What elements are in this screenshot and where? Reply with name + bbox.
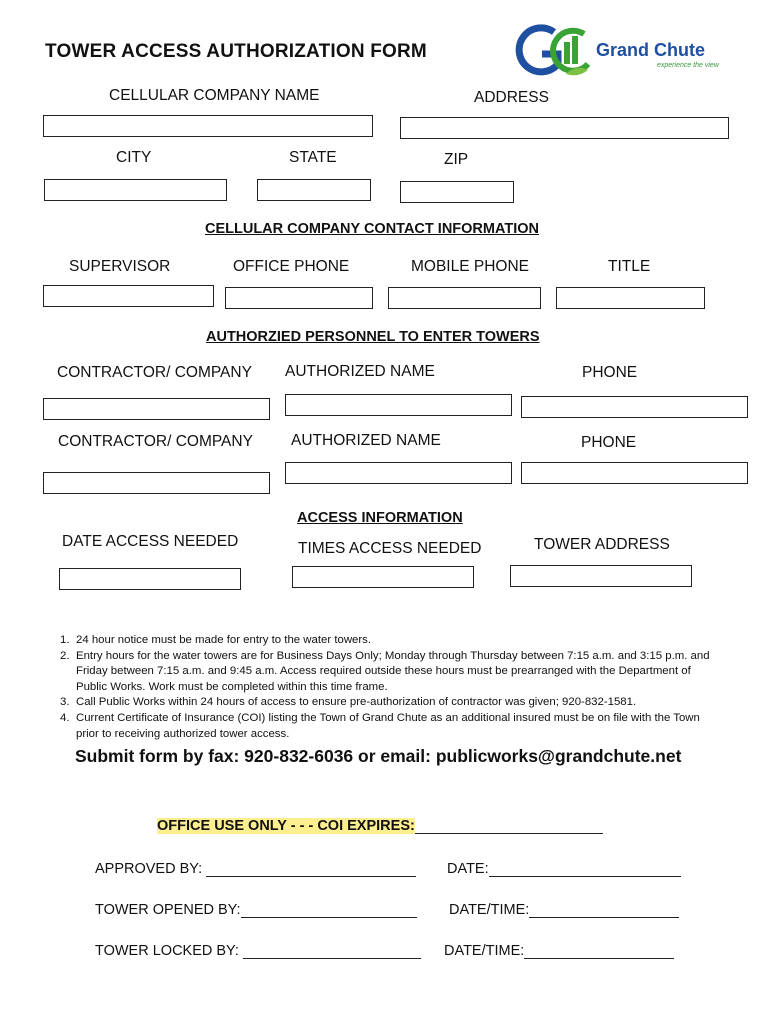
- personnel-heading: AUTHORZIED PERSONNEL TO ENTER TOWERS: [206, 329, 540, 345]
- supervisor-field[interactable]: [43, 285, 214, 307]
- opened-datetime-row: DATE/TIME:: [449, 902, 679, 918]
- locked-datetime-row: DATE/TIME:: [444, 943, 674, 959]
- logo-name: Grand Chute: [596, 40, 706, 60]
- times-access-field[interactable]: [292, 566, 474, 588]
- mobile-phone-field[interactable]: [388, 287, 541, 309]
- zip-label: ZIP: [444, 151, 469, 168]
- state-field[interactable]: [257, 179, 371, 201]
- tower-locked-row: TOWER LOCKED BY:: [95, 943, 421, 959]
- office-phone-field[interactable]: [225, 287, 373, 309]
- date-access-field[interactable]: [59, 568, 241, 590]
- locked-datetime-line[interactable]: [524, 946, 674, 959]
- title-field[interactable]: [556, 287, 705, 309]
- approved-by-line[interactable]: [206, 864, 416, 877]
- contractor-company-label: CONTRACTOR/ COMPANY: [58, 433, 253, 450]
- address-label: ADDRESS: [474, 89, 549, 106]
- tower-opened-line[interactable]: [241, 905, 417, 918]
- submit-instructions: Submit form by fax: 920-832-6036 or email: publicworks@grandchute.net: [75, 746, 682, 766]
- approved-by-row: APPROVED BY:: [95, 861, 416, 877]
- title-label: TITLE: [608, 258, 651, 275]
- office-use-label: OFFICE USE ONLY - - - COI EXPIRES:: [157, 818, 603, 834]
- note-item: 4. Current Certificate of Insurance (COI) listing the Town of Grand Chute as an additional insured must be on file with the Town prior to receiving authorized tower access.: [60, 711, 700, 740]
- phone-field-1[interactable]: [521, 396, 748, 418]
- mobile-phone-label: MOBILE PHONE: [411, 258, 529, 275]
- phone-field-2[interactable]: [521, 462, 748, 484]
- contractor-company-field-2[interactable]: [43, 472, 270, 494]
- authorized-name-field-2[interactable]: [285, 462, 512, 484]
- company-name-field[interactable]: [43, 115, 373, 137]
- access-heading: ACCESS INFORMATION: [297, 510, 463, 526]
- contact-heading: CELLULAR COMPANY CONTACT INFORMATION: [205, 221, 540, 237]
- note-item: 2. Entry hours for the water towers are for Business Days Only; Monday through Thursday between 7:15 a.m. and 3:15 p.m. and Friday between 7:15 a.m. and 9:45 a.m. Access required outside these hours must be prearranged with the Department of Public Works. Work must be completed within this time frame.: [60, 649, 710, 693]
- logo-tagline: experience the view: [657, 62, 719, 69]
- authorized-name-field-1[interactable]: [285, 394, 512, 416]
- tower-address-field[interactable]: [510, 565, 692, 587]
- approved-date-row: DATE:: [447, 861, 681, 877]
- state-label: STATE: [289, 149, 337, 166]
- tower-address-label: TOWER ADDRESS: [534, 536, 670, 553]
- contractor-company-label: CONTRACTOR/ COMPANY: [57, 364, 252, 381]
- zip-field[interactable]: [400, 181, 514, 203]
- authorized-name-label: AUTHORIZED NAME: [291, 432, 441, 449]
- tower-locked-line[interactable]: [243, 946, 421, 959]
- phone-label: PHONE: [582, 364, 638, 381]
- address-field[interactable]: [400, 117, 729, 139]
- office-phone-label: OFFICE PHONE: [233, 258, 350, 275]
- approved-date-line[interactable]: [489, 864, 681, 877]
- supervisor-label: SUPERVISOR: [69, 258, 171, 275]
- coi-expires-line[interactable]: [415, 819, 603, 834]
- tower-opened-row: TOWER OPENED BY:: [95, 902, 417, 918]
- phone-label: PHONE: [581, 434, 637, 451]
- authorized-name-label: AUTHORIZED NAME: [285, 363, 435, 380]
- times-access-label: TIMES ACCESS NEEDED: [298, 540, 482, 557]
- opened-datetime-line[interactable]: [529, 905, 679, 918]
- date-access-label: DATE ACCESS NEEDED: [62, 533, 239, 550]
- city-label: CITY: [116, 149, 152, 166]
- note-item: 1. 24 hour notice must be made for entry to the water towers.: [60, 634, 372, 646]
- city-field[interactable]: [44, 179, 227, 201]
- form-title: TOWER ACCESS AUTHORIZATION FORM: [45, 41, 427, 62]
- contractor-company-field-1[interactable]: [43, 398, 270, 420]
- notes-list: [60, 633, 720, 742]
- company-name-label: CELLULAR COMPANY NAME: [109, 87, 320, 104]
- note-item: 3. Call Public Works within 24 hours of access to ensure pre-authorization of contractor was given; 920-832-1581.: [60, 696, 637, 709]
